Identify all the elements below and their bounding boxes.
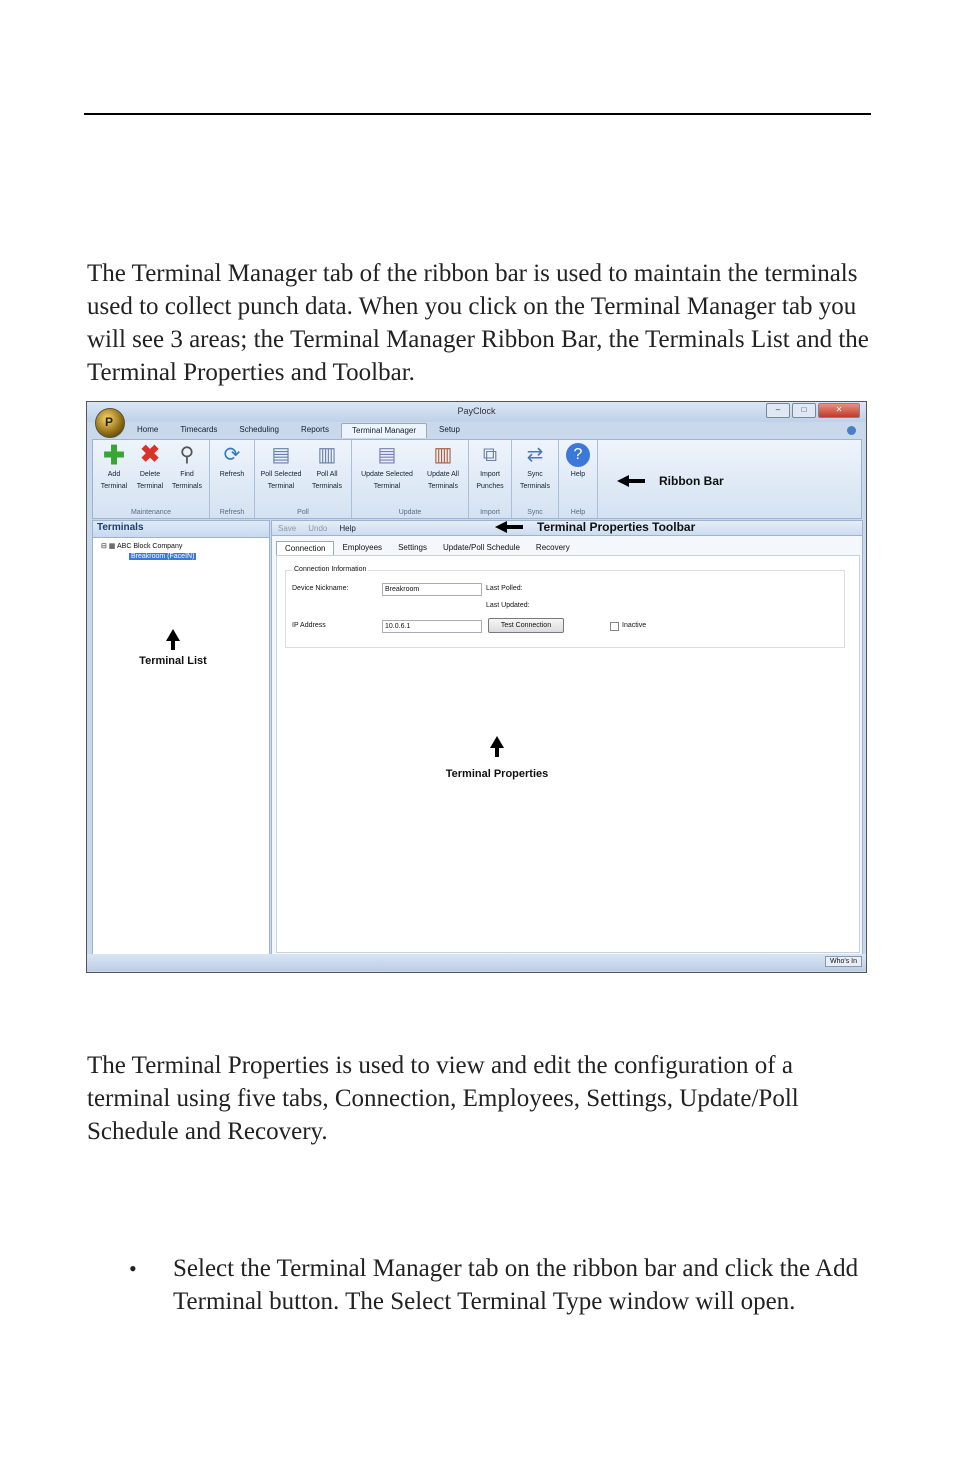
group-label-update: Update [398,509,422,516]
tab-setup[interactable]: Setup [439,425,460,434]
sync-icon: ⇄ [526,444,544,466]
connection-tab-content [276,555,860,953]
ip-input[interactable]: 10.0.6.1 [382,620,482,633]
left-arrow-icon [495,521,507,533]
status-bar [87,954,866,971]
up-arrow-icon [490,736,504,748]
test-connection-button[interactable]: Test Connection [488,618,564,633]
connection-fieldset [285,566,845,648]
up-arrow-icon [166,629,180,641]
title-bar [87,402,866,422]
import-punches-button[interactable]: ⧉ Import Punches [476,444,504,490]
help-dot-icon[interactable] [847,426,856,435]
terminal-list-callout: Terminal List [113,629,233,667]
add-terminal-button[interactable]: ✚ Add Terminal [100,440,128,490]
terminals-pane [92,520,270,955]
group-help [559,440,598,518]
header-rule [84,113,871,115]
toolbar-callout: Terminal Properties Toolbar [495,520,695,534]
tab-terminal-manager[interactable]: Terminal Manager [341,423,427,438]
intro-paragraph: The Terminal Manager tab of the ribbon bar is used to maintain the terminals used to collect punch data. When you click on the Terminal Manager tab you will see 3 areas; the Terminal Manager Ribbon Bar, the Terminals List and the Terminal Properties and Toolbar. [87,260,869,386]
fieldset-legend: Connection Information [294,566,367,573]
app-orb-icon[interactable] [95,408,125,438]
ip-label: IP Address [292,622,326,629]
tab-home[interactable]: Home [137,425,159,434]
group-label-sync: Sync [527,509,543,516]
poll-icon: ▤ [271,444,291,466]
ribbon-tabs [127,423,470,438]
group-poll [255,440,352,518]
terminal-properties-pane [271,520,863,955]
refresh-icon: ⟳ [223,444,241,466]
nickname-input[interactable]: Breakroom [382,583,482,596]
tree-terminal-selected[interactable]: Breakroom (FaceIN) [131,553,195,560]
find-terminals-button[interactable]: ⚲ Find Terminals [172,444,202,490]
inactive-checkbox[interactable] [610,622,619,631]
instruction-paragraph: Select the Terminal Manager tab on the ribbon bar and click the Add Terminal button. The Select Terminal Type window will open. [173,1255,859,1315]
last-updated-label: Last Updated: [486,602,530,609]
tab-settings[interactable]: Settings [398,543,427,552]
group-import [469,440,512,518]
ribbon-bar [92,439,862,519]
x-icon: ✖ [139,441,161,468]
properties-paragraph: The Terminal Properties is used to view and edit the configuration of a terminal using five tabs, Connection, Employees, Settings, Update/Poll Schedule and Recovery. [87,1052,799,1145]
help-icon: ? [566,443,590,467]
paycclock-screenshot [86,401,867,973]
ribbon-bar-callout: Ribbon Bar [617,474,724,488]
bullet-icon: • [129,1256,137,1281]
group-refresh [210,440,255,518]
update-icon: ▤ [377,444,397,466]
terminals-header: Terminals [93,521,269,538]
terminal-properties-callout: Terminal Properties [397,736,597,780]
undo-button[interactable]: Undo [308,523,328,533]
window-controls [766,403,860,418]
left-arrow-icon [617,475,629,487]
group-update [352,440,469,518]
group-maintenance [93,440,210,518]
tab-update-poll-schedule[interactable]: Update/Poll Schedule [442,543,520,552]
delete-terminal-button[interactable]: ✖ Delete Terminal [136,441,164,490]
toolbar-help-button[interactable]: Help [339,523,356,533]
properties-tabs [276,541,578,555]
close-button[interactable]: ✕ [818,403,860,418]
update-selected-button[interactable]: ▤ Update Selected Terminal [361,444,413,490]
refresh-button[interactable]: ⟳ Refresh [219,444,245,478]
maximize-button[interactable]: □ [792,403,816,418]
poll-icon: ▥ [317,444,337,466]
tab-connection[interactable]: Connection [276,541,334,555]
group-label-import: Import [480,509,500,516]
group-label-maintenance: Maintenance [130,509,172,516]
update-all-button[interactable]: ▥ Update All Terminals [427,444,459,490]
minimize-button[interactable]: – [766,403,790,418]
tree-company[interactable]: ⊟ ▦ ABC Block Company [101,543,183,550]
nickname-label: Device Nickname: [292,585,349,592]
inactive-label: Inactive [622,622,647,629]
group-label-poll: Poll [297,509,309,516]
group-label-refresh: Refresh [219,509,245,516]
poll-selected-button[interactable]: ▤ Poll Selected Terminal [260,444,302,490]
poll-all-button[interactable]: ▥ Poll All Terminals [312,444,342,490]
help-button[interactable]: ? Help [560,443,596,481]
save-button[interactable]: Save [278,523,297,533]
group-label-help: Help [570,509,586,516]
import-icon: ⧉ [482,444,498,466]
tab-reports[interactable]: Reports [300,425,329,434]
sync-terminals-button[interactable]: ⇄ Sync Terminals [520,444,550,490]
find-icon: ⚲ [179,444,195,466]
update-icon: ▥ [433,444,453,466]
whos-in-button[interactable]: Who's In [825,956,862,967]
plus-icon: ✚ [103,440,125,470]
tab-timecards[interactable]: Timecards [180,425,218,434]
logo-letter: P [105,415,114,429]
tab-employees[interactable]: Employees [342,543,383,552]
tab-recovery[interactable]: Recovery [535,543,570,552]
group-sync [512,440,559,518]
tab-scheduling[interactable]: Scheduling [239,425,279,434]
app-title: PayClock [457,406,496,416]
last-polled-label: Last Polled: [486,585,523,592]
